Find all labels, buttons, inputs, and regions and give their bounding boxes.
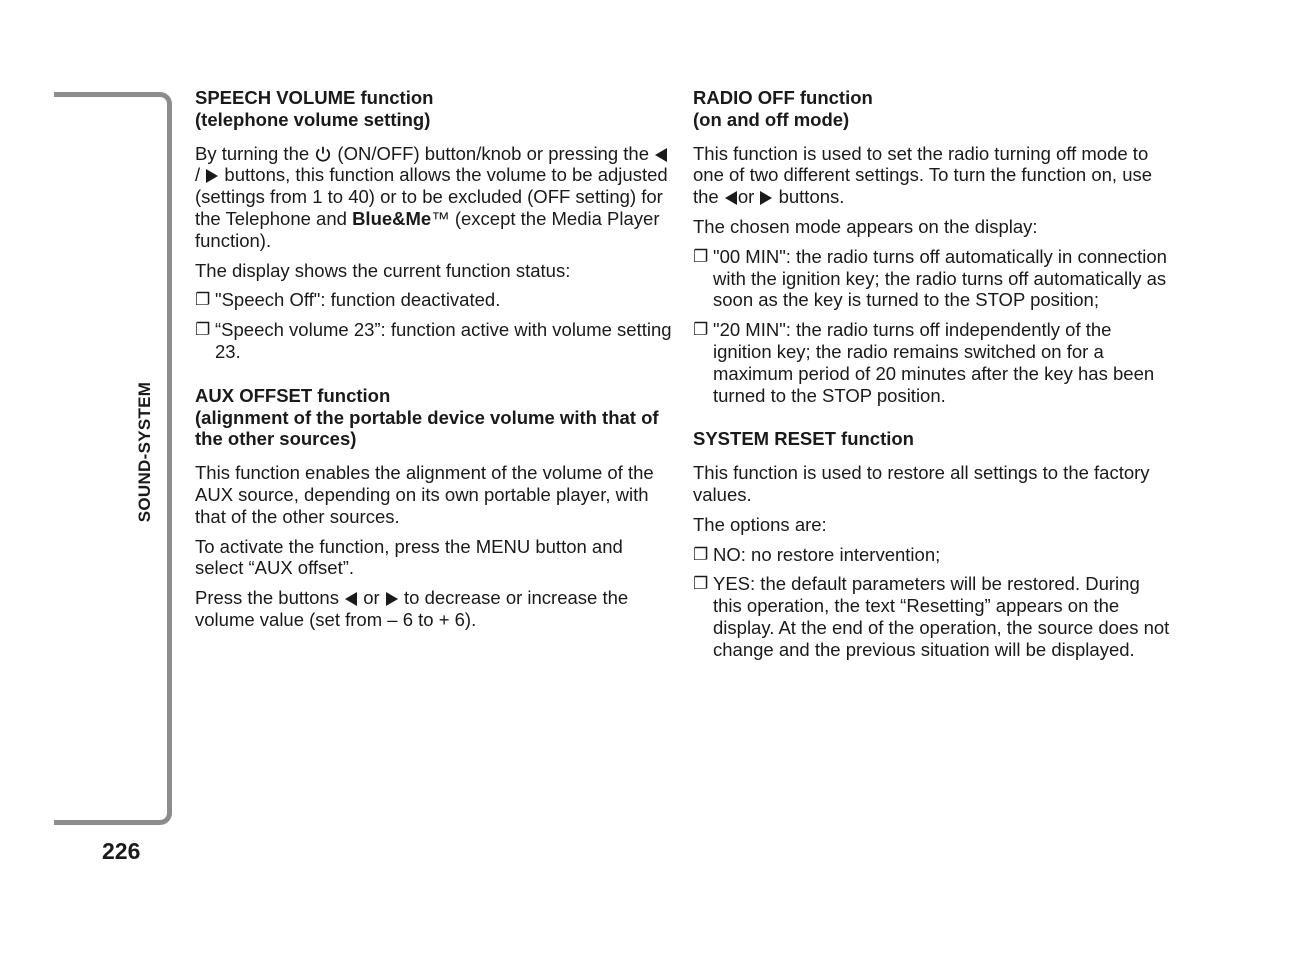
power-icon [314, 145, 332, 163]
right-arrow-icon [385, 591, 399, 607]
bullet-box-icon: ❐ [693, 574, 709, 594]
bullet-box-icon: ❐ [693, 544, 709, 564]
list-item: ❐ "Speech Off": function deactivated. [195, 289, 501, 311]
list-item: ❐ "20 MIN": the radio turns off independently of the ignition key; the radio remains switched on for a maximum period of 20 minutes after the key has been turned to the STOP position. [693, 319, 1155, 406]
system-reset-description: This function is used to restore all settings to the factory values. [693, 462, 1150, 505]
right-arrow-icon [205, 168, 219, 184]
radio-off-description: This function is used to set the radio turning off mode to one of two different settings. To turn the function on, use the or buttons. [693, 142, 1153, 208]
bullet-box-icon: ❐ [195, 290, 211, 310]
radio-off-display-intro: The chosen mode appears on the display: [693, 215, 1038, 237]
list-item: ❐ “Speech volume 23”: function active with volume setting 23. [195, 319, 672, 362]
list-item: ❐ NO: no restore intervention; [693, 543, 941, 565]
speech-volume-heading: SPEECH VOLUME function (telephone volume setting) [195, 87, 434, 130]
aux-offset-heading: AUX OFFSET function (alignment of the portable device volume with that of the other sources) [195, 384, 659, 450]
list-item: ❐ YES: the default parameters will be restored. During this operation, the text “Resetting” appears on the display. At the end of the operation, the source does not change and the previous situation will be displayed. [693, 573, 1170, 660]
list-item: ❐ "00 MIN": the radio turns off automatically in connection with the ignition key; the radio turns off automatically as soon as the key is turned to the STOP position; [693, 245, 1167, 311]
section-side-label: SOUND-SYSTEM [135, 381, 154, 523]
left-arrow-icon [344, 591, 358, 607]
radio-off-heading: RADIO OFF function (on and off mode) [693, 87, 873, 130]
right-column [693, 87, 1171, 669]
right-arrow-icon [759, 190, 773, 206]
aux-offset-description: This function enables the alignment of the volume of the AUX source, depending on its own portable player, with that of the other sources. [195, 462, 654, 527]
left-arrow-icon [654, 147, 668, 163]
system-reset-options-intro: The options are: [693, 513, 827, 535]
page-number: 226 [102, 838, 141, 864]
bullet-box-icon: ❐ [693, 320, 709, 340]
bullet-box-icon: ❐ [195, 320, 211, 340]
speech-volume-description: By turning the (ON/OFF) button/knob or pressing the / buttons, this function allows the volume to be adjusted (settings from 1 to 40) or to be excluded (OFF setting) for the Telephone and Blue&Me™ (except the Media Player function). [195, 142, 668, 251]
aux-offset-adjustment: Press the buttons or to decrease or increase the volume value (set from – 6 to + 6). [195, 587, 629, 630]
speech-volume-status-intro: The display shows the current function status: [195, 259, 571, 281]
aux-offset-activation: To activate the function, press the MENU button and select “AUX offset”. [195, 535, 623, 579]
system-reset-heading: SYSTEM RESET function [693, 428, 914, 450]
bullet-box-icon: ❐ [693, 246, 709, 266]
left-column [195, 87, 673, 639]
left-arrow-icon [724, 190, 738, 206]
